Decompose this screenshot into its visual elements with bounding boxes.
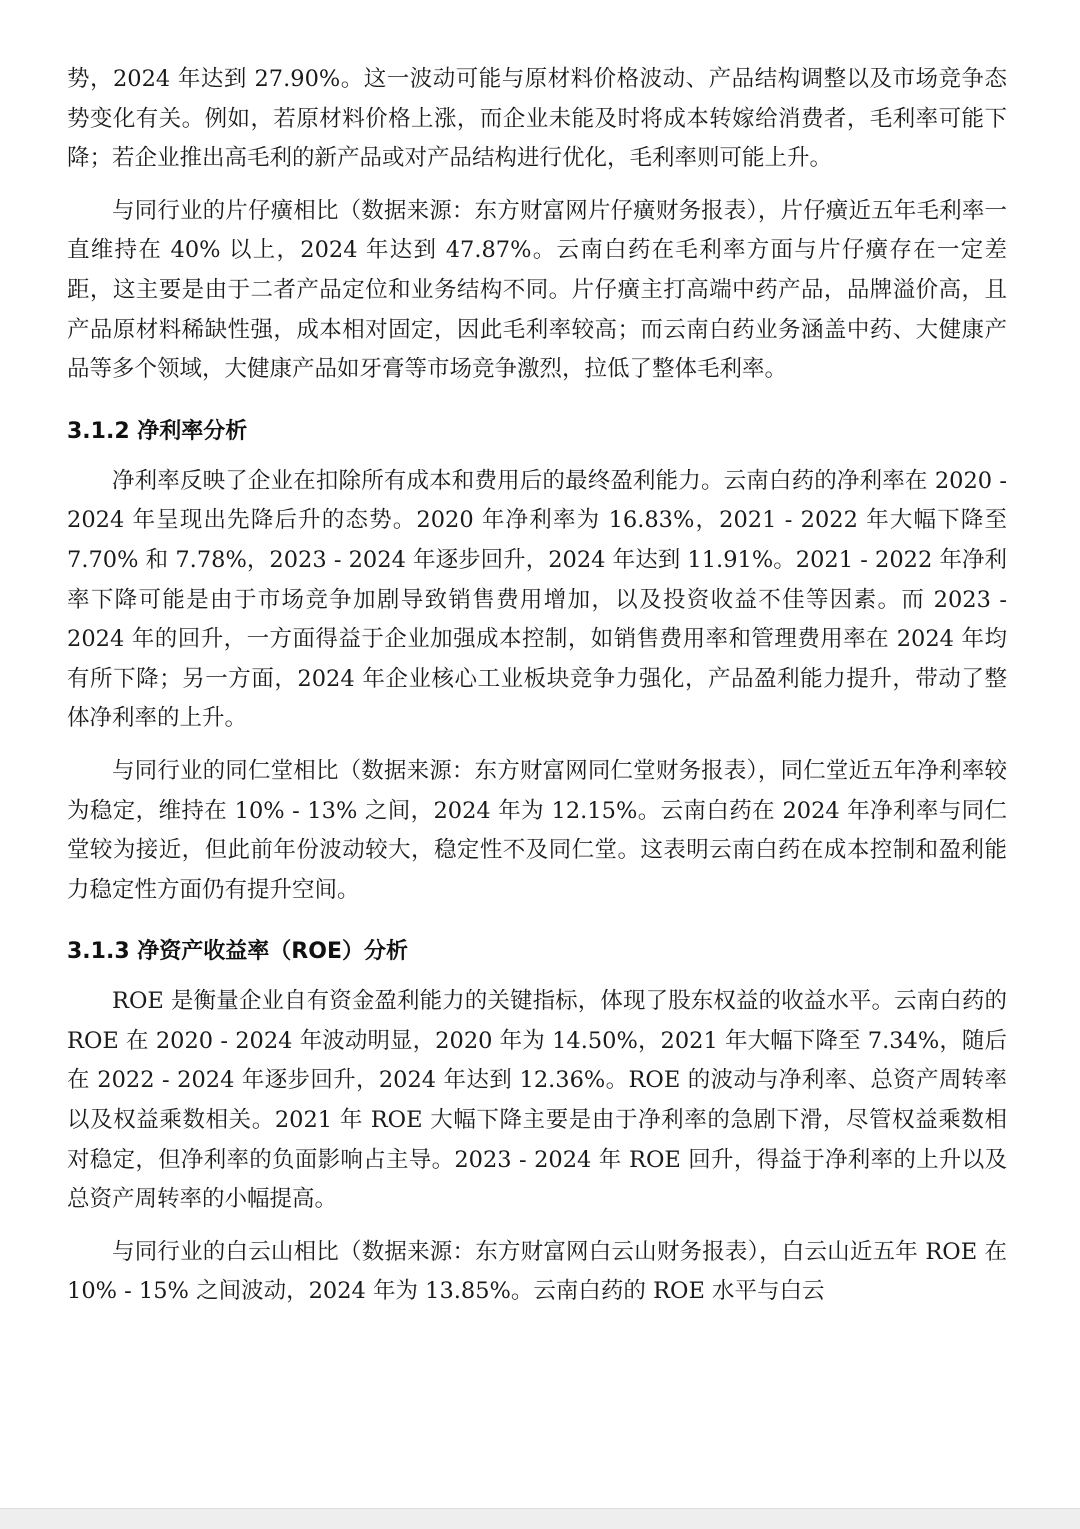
- paragraph-tongrentang-comparison: 与同行业的同仁堂相比（数据来源：东方财富网同仁堂财务报表），同仁堂近五年净利率较为稳定，维持在 10% - 13% 之间，2024 年为 12.15%。云南白药在 2024 年净利率与同仁堂较为接近，但此前年份波动较大，稳定性不及同仁堂。这表明云南白药在成本控制和盈利能力稳定性方面仍有提升空间。: [67, 757, 1007, 903]
- page-bottom-edge: [0, 1508, 1080, 1529]
- paragraph-roe-analysis: ROE 是衡量企业自有资金盈利能力的关键指标，体现了股东权益的收益水平。云南白药的 ROE 在 2020 - 2024 年波动明显，2020 年为 14.50%，2021 年大幅下降至 7.34%，随后在 2022 - 2024 年逐步回升，2024 年达到 12.36%。ROE 的波动与净利率、总资产周转率以及权益乘数相关。2021 年 ROE 大幅下降主要是由于净利率的急剧下滑，尽管权益乘数相对稳定，但净利率的负面影响占主导。2023 - 2024 年 ROE 回升，得益于净利率的上升以及总资产周转率的小幅提高。: [67, 988, 1007, 1213]
- section-heading-net-margin: 3.1.2 净利率分析: [67, 418, 248, 444]
- paragraph-baiyunshan-comparison: 与同行业的白云山相比（数据来源：东方财富网白云山财务报表），白云山近五年 ROE 在 10% - 15% 之间波动，2024 年为 13.85%。云南白药的 ROE 水平与白云: [67, 1238, 1007, 1305]
- document-body: [67, 60, 1007, 1325]
- paragraph-pianzaihuang-comparison: 与同行业的片仔癀相比（数据来源：东方财富网片仔癀财务报表），片仔癀近五年毛利率一直维持在 40% 以上，2024 年达到 47.87%。云南白药在毛利率方面与片仔癀存在一定差距，这主要是由于二者产品定位和业务结构不同。片仔癀主打高端中药产品，品牌溢价高，且产品原材料稀缺性强，成本相对固定，因此毛利率较高；而云南白药业务涵盖中药、大健康产品等多个领域，大健康产品如牙膏等市场竞争激烈，拉低了整体毛利率。: [67, 197, 1007, 383]
- paragraph-gross-margin-trend: 势，2024 年达到 27.90%。这一波动可能与原材料价格波动、产品结构调整以及市场竞争态势变化有关。例如，若原材料价格上涨，而企业未能及时将成本转嫁给消费者，毛利率可能下降；若企业推出高毛利的新产品或对产品结构进行优化，毛利率则可能上升。: [67, 66, 1007, 172]
- paragraph-net-margin-analysis: 净利率反映了企业在扣除所有成本和费用后的最终盈利能力。云南白药的净利率在 2020 - 2024 年呈现出先降后升的态势。2020 年净利率为 16.83%，2021 - 2022 年大幅下降至 7.70% 和 7.78%，2023 - 2024 年逐步回升，2024 年达到 11.91%。2021 - 2022 年净利率下降可能是由于市场竞争加剧导致销售费用增加，以及投资收益不佳等因素。而 2023 - 2024 年的回升，一方面得益于企业加强成本控制，如销售费用率和管理费用率在 2024 年均有所下降；另一方面，2024 年企业核心工业板块竞争力强化，产品盈利能力提升，带动了整体净利率的上升。: [67, 467, 1007, 732]
- section-heading-roe: 3.1.3 净资产收益率（ROE）分析: [67, 939, 408, 965]
